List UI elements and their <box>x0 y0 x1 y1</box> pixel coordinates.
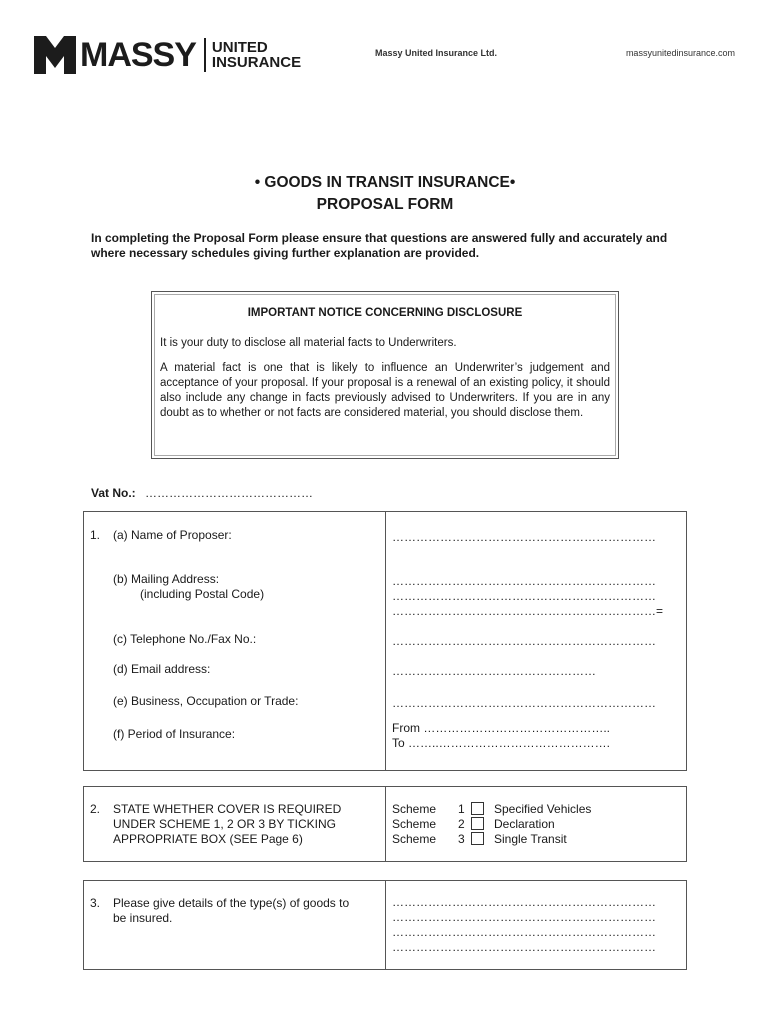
logo-divider <box>204 38 206 72</box>
goods-details-line-2[interactable]: ………………………………………………………… <box>392 910 656 924</box>
disclosure-notice <box>151 291 619 459</box>
scheme-2-checkbox[interactable] <box>471 817 484 830</box>
mailing-address-sublabel: (including Postal Code) <box>140 587 265 601</box>
vat-field[interactable] <box>91 486 313 500</box>
section-1-number: 1. <box>90 528 101 542</box>
massy-logo <box>34 34 301 76</box>
mailing-address-line-2[interactable]: ………………………………………………………… <box>392 589 656 603</box>
goods-details-line-1[interactable]: ………………………………………………………… <box>392 895 656 909</box>
proposer-name-field[interactable]: ………………………………………………………… <box>392 530 656 544</box>
section-1-proposer-details <box>83 511 687 771</box>
mailing-address-label: (b) Mailing Address: <box>113 572 220 586</box>
telephone-field[interactable]: ………………………………………………………… <box>392 634 656 648</box>
scheme-3-description: Single Transit <box>494 832 567 846</box>
section-2-instruction-line-2: UNDER SCHEME 1, 2 OR 3 BY TICKING <box>113 817 336 831</box>
period-of-insurance-label: (f) Period of Insurance: <box>113 727 236 741</box>
business-field[interactable]: ………………………………………………………… <box>392 696 656 710</box>
notice-paragraph-1: It is your duty to disclose all material facts to Underwriters. <box>160 337 457 349</box>
section-2-instruction-line-1: STATE WHETHER COVER IS REQUIRED <box>113 802 342 816</box>
section-2-instruction-line-3: APPROPRIATE BOX (SEE Page 6) <box>113 832 303 846</box>
goods-details-line-4[interactable]: ………………………………………………………… <box>392 940 656 954</box>
section-3-number: 3. <box>90 896 101 910</box>
scheme-1-checkbox[interactable] <box>471 802 484 815</box>
scheme-1-label: Scheme <box>392 802 437 816</box>
scheme-1-description: Specified Vehicles <box>494 802 592 816</box>
column-divider <box>385 512 386 770</box>
goods-details-line-3[interactable]: ………………………………………………………… <box>392 925 656 939</box>
vat-label: Vat No.: <box>91 486 136 500</box>
vat-input-line[interactable]: …………………………………… <box>145 486 314 500</box>
company-name: Massy United Insurance Ltd. <box>375 48 498 58</box>
column-divider <box>385 787 386 861</box>
mailing-address-line-1[interactable]: ………………………………………………………… <box>392 574 656 588</box>
period-to-field[interactable]: To ……..……………………………………. <box>392 736 611 750</box>
proposer-name-label: (a) Name of Proposer: <box>113 528 232 542</box>
section-2-scheme-selection <box>83 786 687 862</box>
scheme-2-description: Declaration <box>494 817 555 831</box>
mailing-address-line-3[interactable]: …………………………………………………………= <box>392 604 664 618</box>
intro-instructions: In completing the Proposal Form please ensure that questions are answered fully and accurately and where necessary schedules giving further explanation are provided. <box>91 231 668 260</box>
page-header <box>34 34 739 76</box>
brand-sub-united: UNITED <box>211 39 268 56</box>
telephone-label: (c) Telephone No./Fax No.: <box>113 632 257 646</box>
email-field[interactable]: …………………………………………… <box>392 664 596 678</box>
brand-subtitle <box>212 40 301 70</box>
company-website: massyunitedinsurance.com <box>625 48 735 58</box>
email-label: (d) Email address: <box>113 662 211 676</box>
brand-sub-insurance: INSURANCE <box>211 54 302 71</box>
section-3-question-line-1: Please give details of the type(s) of goods to <box>113 896 350 910</box>
section-2-number: 2. <box>90 802 101 816</box>
scheme-1-number: 1 <box>458 802 465 816</box>
scheme-2-label: Scheme <box>392 817 437 831</box>
notice-paragraph-2: A material fact is one that is likely to influence an Underwriter’s judgement and acceptance of your proposal. If your proposal is a renewal of an existing policy, it should also include any change in facts previously advised to Underwriters. If you are in any doubt as to whether or not facts are considered material, you should disclose them. <box>160 362 610 419</box>
form-title: • GOODS IN TRANSIT INSURANCE• <box>254 174 516 191</box>
scheme-3-label: Scheme <box>392 832 437 846</box>
massy-logo-icon <box>34 34 76 76</box>
scheme-3-checkbox[interactable] <box>471 832 484 845</box>
section-3-goods-details <box>83 880 687 970</box>
scheme-3-number: 3 <box>458 832 465 846</box>
section-3-question-line-2: be insured. <box>113 911 173 925</box>
brand-name: MASSY <box>80 36 196 74</box>
period-from-field[interactable]: From ……………………………………….. <box>392 721 610 735</box>
business-label: (e) Business, Occupation or Trade: <box>113 694 299 708</box>
form-subtitle: PROPOSAL FORM <box>316 196 454 213</box>
notice-title: IMPORTANT NOTICE CONCERNING DISCLOSURE <box>247 307 523 319</box>
scheme-2-number: 2 <box>458 817 465 831</box>
column-divider <box>385 881 386 969</box>
